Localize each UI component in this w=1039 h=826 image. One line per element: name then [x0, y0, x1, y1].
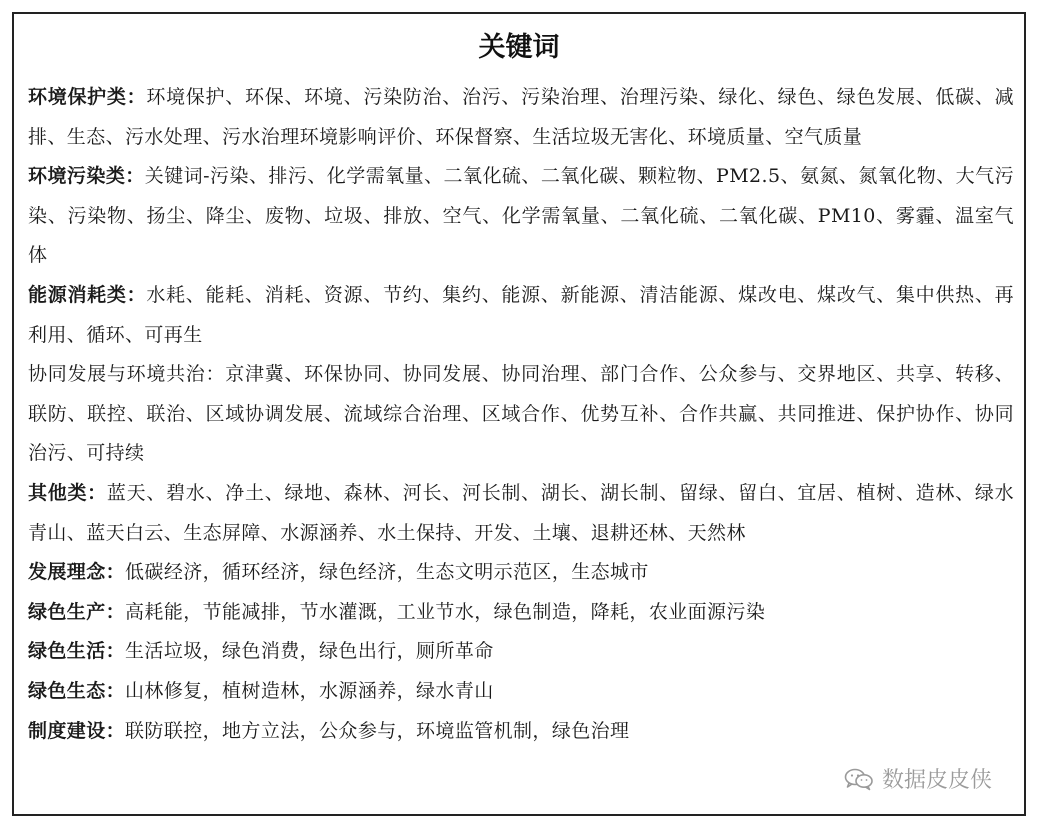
- watermark: [844, 763, 992, 794]
- section-keywords: 水耗、能耗、消耗、资源、节约、集约、能源、新能源、清洁能源、煤改电、煤改气、集中供热、再利用、循环、可再生: [28, 283, 1014, 346]
- keyword-table: [12, 12, 1026, 816]
- keyword-list: [28, 78, 1014, 751]
- section-label: 绿色生态：: [28, 679, 126, 702]
- section-environmental-protection: [28, 78, 1014, 157]
- section-coordinated-development: [28, 355, 1014, 474]
- section-development-concept: [28, 553, 1014, 593]
- section-keywords: 高耗能，节能减排，节水灌溉，工业节水，绿色制造，降耗，农业面源污染: [125, 600, 766, 623]
- section-keywords: 京津冀、环保协同、协同发展、协同治理、部门合作、公众参与、交界地区、共享、转移、联防、联控、联治、区域协调发展、流域综合治理、区域合作、优势互补、合作共赢、共同推进、保护协作、协同治污、可持续: [28, 363, 1014, 465]
- section-label: 环境污染类：: [28, 165, 145, 188]
- section-other: [28, 474, 1014, 553]
- section-energy-consumption: [28, 276, 1014, 355]
- section-label: 其他类：: [28, 481, 107, 504]
- section-green-ecology: [28, 672, 1014, 712]
- table-title: 关键词: [478, 32, 560, 63]
- section-green-production: [28, 593, 1014, 633]
- section-label: 绿色生活：: [28, 640, 126, 663]
- section-keywords: 联防联控，地方立法，公众参与，环境监管机制，绿色治理: [125, 719, 630, 742]
- section-green-living: [28, 632, 1014, 672]
- section-label: 环境保护类：: [28, 86, 147, 108]
- section-label: 制度建设：: [28, 719, 126, 742]
- section-label: 协同发展与环境共治：: [28, 363, 226, 386]
- section-institution-building: [28, 712, 1014, 752]
- section-label: 发展理念：: [28, 561, 126, 584]
- section-label: 绿色生产：: [28, 600, 126, 623]
- section-keywords: 生活垃圾，绿色消费，绿色出行，厕所革命: [125, 640, 494, 663]
- section-keywords: 环境保护、环保、环境、污染防治、治污、污染治理、治理污染、绿化、绿色、绿色发展、低碳、减排、生态、污水处理、污水治理环境影响评价、环保督察、生活垃圾无害化、环境质量、空气质量: [28, 86, 1014, 148]
- section-keywords: 蓝天、碧水、净土、绿地、森林、河长、河长制、湖长、湖长制、留绿、留白、宜居、植树、造林、绿水青山、蓝天白云、生态屏障、水源涵养、水土保持、开发、土壤、退耕还林、天然林: [28, 481, 1014, 544]
- watermark-text: 数据皮皮侠: [881, 768, 992, 793]
- section-label: 能源消耗类：: [28, 283, 147, 306]
- wechat-icon: [844, 767, 874, 791]
- section-keywords: 低碳经济，循环经济，绿色经济，生态文明示范区，生态城市: [125, 561, 649, 584]
- section-environmental-pollution: [28, 157, 1014, 276]
- section-keywords: 关键词-污染、排污、化学需氧量、二氧化硫、二氧化碳、颗粒物、PM2.5、氨氮、氮氧化物、大气污染、污染物、扬尘、降尘、废物、垃圾、排放、空气、化学需氧量、二氧化硫、二氧化碳、PM10、雾霾、温室气体: [28, 165, 1014, 267]
- section-keywords: 山林修复，植树造林，水源涵养，绿水青山: [125, 679, 494, 702]
